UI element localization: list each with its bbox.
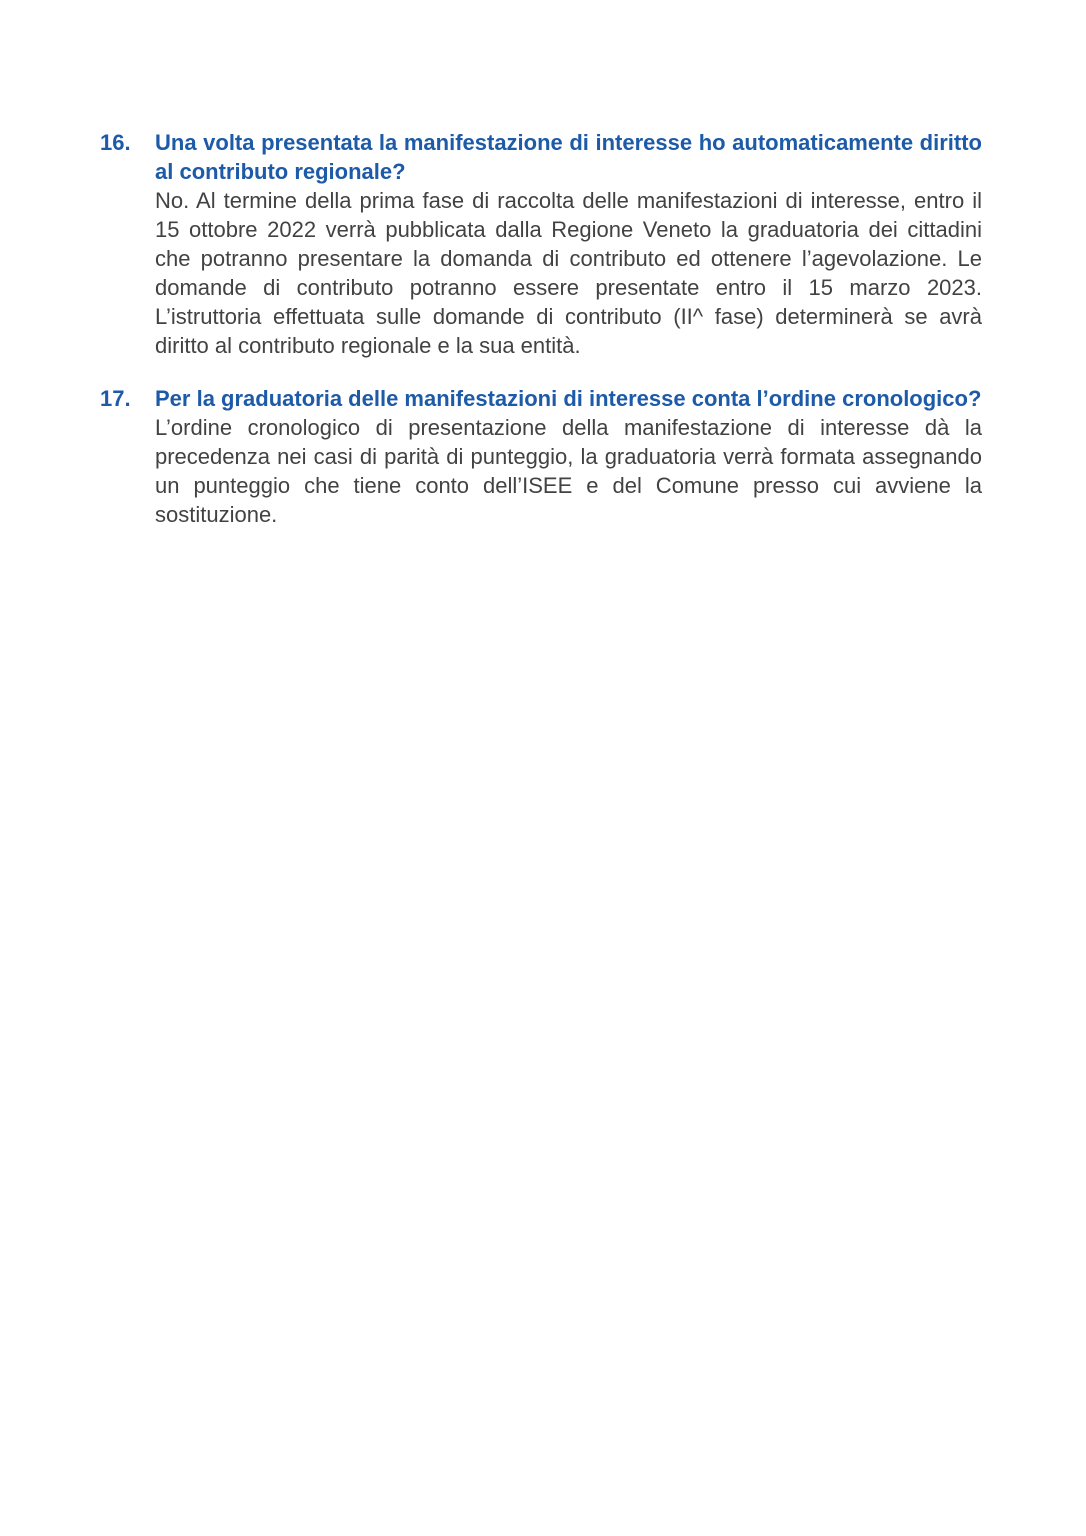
answer-text: No. Al termine della prima fase di raccolta delle manifestazioni di interesse, entro il 15 ottobre 2022 verrà pubblicata dalla Regione Veneto la graduatoria dei cittadini che potranno presentare la domanda di contributo ed ottenere l’agevolazione. Le domande di contributo potranno essere presentate entro il 15 marzo 2023. L’istruttoria effettuata sulle domande di contributo (II^ fase) determinerà se avrà diritto al contributo regionale e la sua entità. bbox=[155, 188, 982, 358]
faq-item-16 bbox=[100, 128, 982, 360]
faq-item-17 bbox=[100, 384, 982, 529]
question-text: Per la graduatoria delle manifestazioni di interesse conta l’ordine cronologico? bbox=[155, 386, 982, 411]
question-number: 17. bbox=[100, 386, 131, 411]
question-text: Una volta presentata la manifestazione di interesse ho automaticamente diritto al contributo regionale? bbox=[155, 130, 982, 184]
answer-text: L’ordine cronologico di presentazione della manifestazione di interesse dà la precedenza nei casi di parità di punteggio, la graduatoria verrà formata assegnando un punteggio che tiene conto dell’ISEE e del Comune presso cui avviene la sostituzione. bbox=[155, 415, 982, 527]
faq-item-body bbox=[155, 384, 982, 529]
faq-item-body bbox=[155, 128, 982, 360]
question-number: 16. bbox=[100, 130, 131, 155]
